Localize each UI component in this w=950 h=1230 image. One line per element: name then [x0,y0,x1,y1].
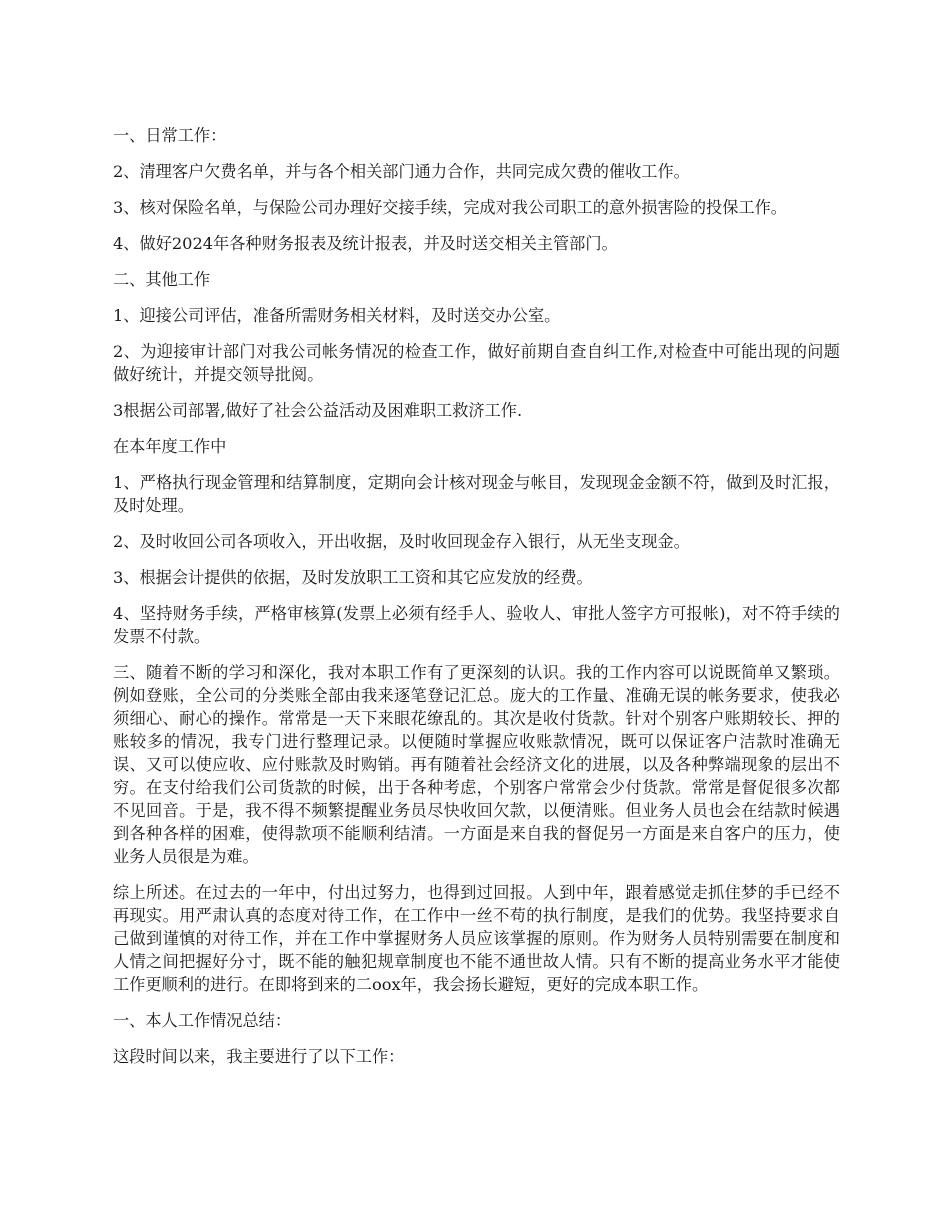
list-item: 2、及时收回公司各项收入，开出收据，及时收回现金存入银行，从无坐支现金。 [113,532,690,551]
list-item: 2、清理客户欠费名单，并与各个相关部门通力合作，共同完成欠费的催收工作。 [113,162,690,181]
list-item: 1、迎接公司评估，准备所需财务相关材料，及时送交办公室。 [113,306,561,325]
list-item: 3根据公司部署,做好了社会公益活动及困难职工救济工作. [113,401,523,420]
heading-other-work: 二、其他工作 [113,270,211,289]
list-item: 4、坚持财务手续，严格审核算(发票上必须有经手人、验收人、审批人签字方可报帐)，对不符手续的发票不付款。 [113,604,840,646]
list-item: 3、核对保险名单，与保险公司办理好交接手续，完成对我公司职工的意外损害险的投保工作。 [113,198,787,217]
list-item: 3、根据会计提供的依据，及时发放职工工资和其它应发放的经费。 [113,568,593,587]
list-item: 4、做好2024年各种财务报表及统计报表，并及时送交相关主管部门。 [113,234,618,253]
heading-daily-work: 一、日常工作： [113,126,227,145]
heading-personal-summary: 一、本人工作情况总结： [113,1011,292,1030]
list-item: 1、严格执行现金管理和结算制度，定期向会计核对现金与帐目，发现现金金额不符，做到及时汇报，及时处理。 [113,473,840,515]
document-body [113,124,840,1081]
heading-annual-work: 在本年度工作中 [113,437,227,456]
body-paragraph-reflection: 三、随着不断的学习和深化，我对本职工作有了更深刻的认识。我的工作内容可以说既简单又繁琐。例如登账，全公司的分类账全部由我来逐笔登记汇总。庞大的工作量、准确无误的帐务要求，使我必须细心、耐心的操作。常常是一天下来眼花缭乱的。其次是收付货款。针对个别客户账期较长、押的账较多的情况，我专门进行整理记录。以便随时掌握应收账款情况，既可以保证客户洁款时准确无误、又可以使应收、应付账款及时购销。再有随着社会经济文化的进展，以及各种弊端现象的层出不穷。在支付给我们公司货款的时候，出于各种考虑，个别客户常常会少付货款。常常是督促很多次都不见回音。于是，我不得不频繁提醒业务员尽快收回欠款，以便清账。但业务人员也会在结款时候遇到各种各样的困难，使得款项不能顺利结清。一方面是来自我的督促另一方面是来自客户的压力，使业务人员很是为难。 [113,663,840,866]
body-paragraph-intro: 这段时间以来，我主要进行了以下工作： [113,1047,405,1066]
body-paragraph-conclusion: 综上所述。在过去的一年中，付出过努力，也得到过回报。人到中年，跟着感觉走抓住梦的手已经不再现实。用严肃认真的态度对待工作，在工作中一丝不苟的执行制度，是我们的优势。我坚持要求自己做到谨慎的对待工作，并在工作中掌握财务人员应该掌握的原则。作为财务人员特别需要在制度和人情之间把握好分寸，既不能的触犯规章制度也不能不通世故人情。只有不断的提高业务水平才能使工作更顺利的进行。在即将到来的二oox年，我会扬长避短，更好的完成本职工作。 [113,883,840,994]
list-item: 2、为迎接审计部门对我公司帐务情况的检查工作，做好前期自查自纠工作,对检查中可能出现的问题做好统计，并提交领导批阅。 [113,342,840,384]
